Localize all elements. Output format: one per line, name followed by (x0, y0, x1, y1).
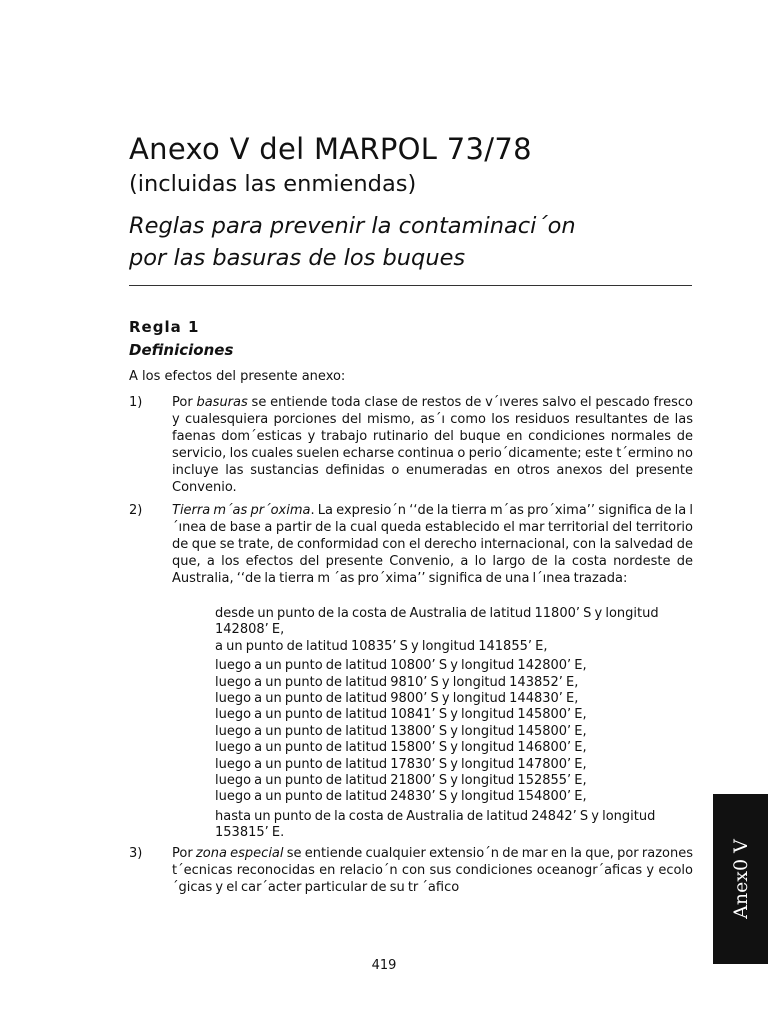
coordinate-line: luego a un punto de latitud 24830’ S y longitud 154800’ E, (215, 789, 587, 805)
defined-term: Tierra m´as pr´oxima (172, 503, 311, 518)
item-number-3: 3) (129, 846, 143, 861)
definition-text: . La expresio´n ‘‘de la tierra m´as pro´xima’’ significa de la l´ınea de base a partir de la cual queda establecido el mar territorial del territorio de que se trate, de conformidad con el derecho internacional, con la salvedad de que, a los efectos del presente Convenio, a lo largo de la costa nordeste de Australia, ‘‘de la tierra m ´as pro´xima’’ significa de una l´ınea trazada: (172, 503, 693, 586)
annex-subtitle: (incluidas las enmiendas) (129, 171, 417, 197)
coordinate-line: desde un punto de la costa de Australia de latitud 11800’ S y longitud 142808’ E, (215, 606, 659, 638)
rule-number: Regla 1 (129, 318, 200, 336)
annex-side-tab (713, 794, 768, 964)
definition-special-area (172, 845, 693, 896)
coordinate-list (215, 606, 695, 842)
coordinate-line: luego a un punto de latitud 21800’ S y longitud 152855’ E, (215, 773, 587, 789)
coordinate-line: luego a un punto de latitud 10800’ S y longitud 142800’ E, (215, 658, 587, 674)
annex-side-tab-label: Anex0 V (729, 839, 752, 919)
coordinate-line: luego a un punto de latitud 15800’ S y longitud 146800’ E, (215, 740, 587, 756)
definition-nearest-land (172, 502, 693, 587)
coordinate-line: luego a un punto de latitud 10841’ S y longitud 145800’ E, (215, 707, 587, 723)
definition-prefix: Por (172, 846, 196, 861)
defined-term: basuras (196, 395, 248, 410)
title-divider (129, 285, 692, 286)
coordinate-line: a un punto de latitud 10835’ S y longitud 141855’ E, (215, 638, 548, 654)
item-number-2: 2) (129, 503, 143, 518)
definition-text: se entiende toda clase de restos de v´ıveres salvo el pescado fresco y cualesquiera porciones del mismo, as´ı como los residuos resultantes de las faenas dom´esticas y trabajo rutinario del buque en condiciones normales de servicio, los cuales suelen echarse continua o perio´dicamente; este t´ermino no incluye las sustancias definidas o enumeradas en otros anexos del presente Convenio. (172, 395, 693, 495)
coordinate-line: hasta un punto de la costa de Australia de latitud 24842’ S y longitud 153815’ E. (215, 808, 656, 841)
regulations-heading-line-2: por las basuras de los buques (129, 245, 466, 271)
page-number: 419 (371, 958, 397, 973)
coordinate-line: luego a un punto de latitud 9800’ S y longitud 144830’ E, (215, 691, 579, 707)
coordinate-line: luego a un punto de latitud 17830’ S y longitud 147800’ E, (215, 756, 587, 772)
coordinate-line: luego a un punto de latitud 9810’ S y longitud 143852’ E, (215, 674, 579, 690)
definition-text: se entiende cualquier extensio´n de mar en la que, por razones t´ecnicas reconocidas en relacio´n con sus condiciones oceanogr´aficas y ecolo´gicas y el car´acter particular de su tr ´afico (172, 846, 693, 895)
item-number-1: 1) (129, 395, 143, 410)
definition-garbage (172, 394, 693, 496)
coordinate-line: luego a un punto de latitud 13800’ S y longitud 145800’ E, (215, 723, 587, 739)
regulations-heading-line-1: Reglas para prevenir la contaminaci´on (129, 213, 576, 239)
intro-text: A los efectos del presente anexo: (129, 369, 346, 384)
annex-title: Anexo V del MARPOL 73/78 (129, 132, 532, 166)
definition-prefix: Por (172, 395, 197, 410)
rule-name: Definiciones (129, 341, 234, 359)
defined-term: zona especial (195, 846, 284, 861)
